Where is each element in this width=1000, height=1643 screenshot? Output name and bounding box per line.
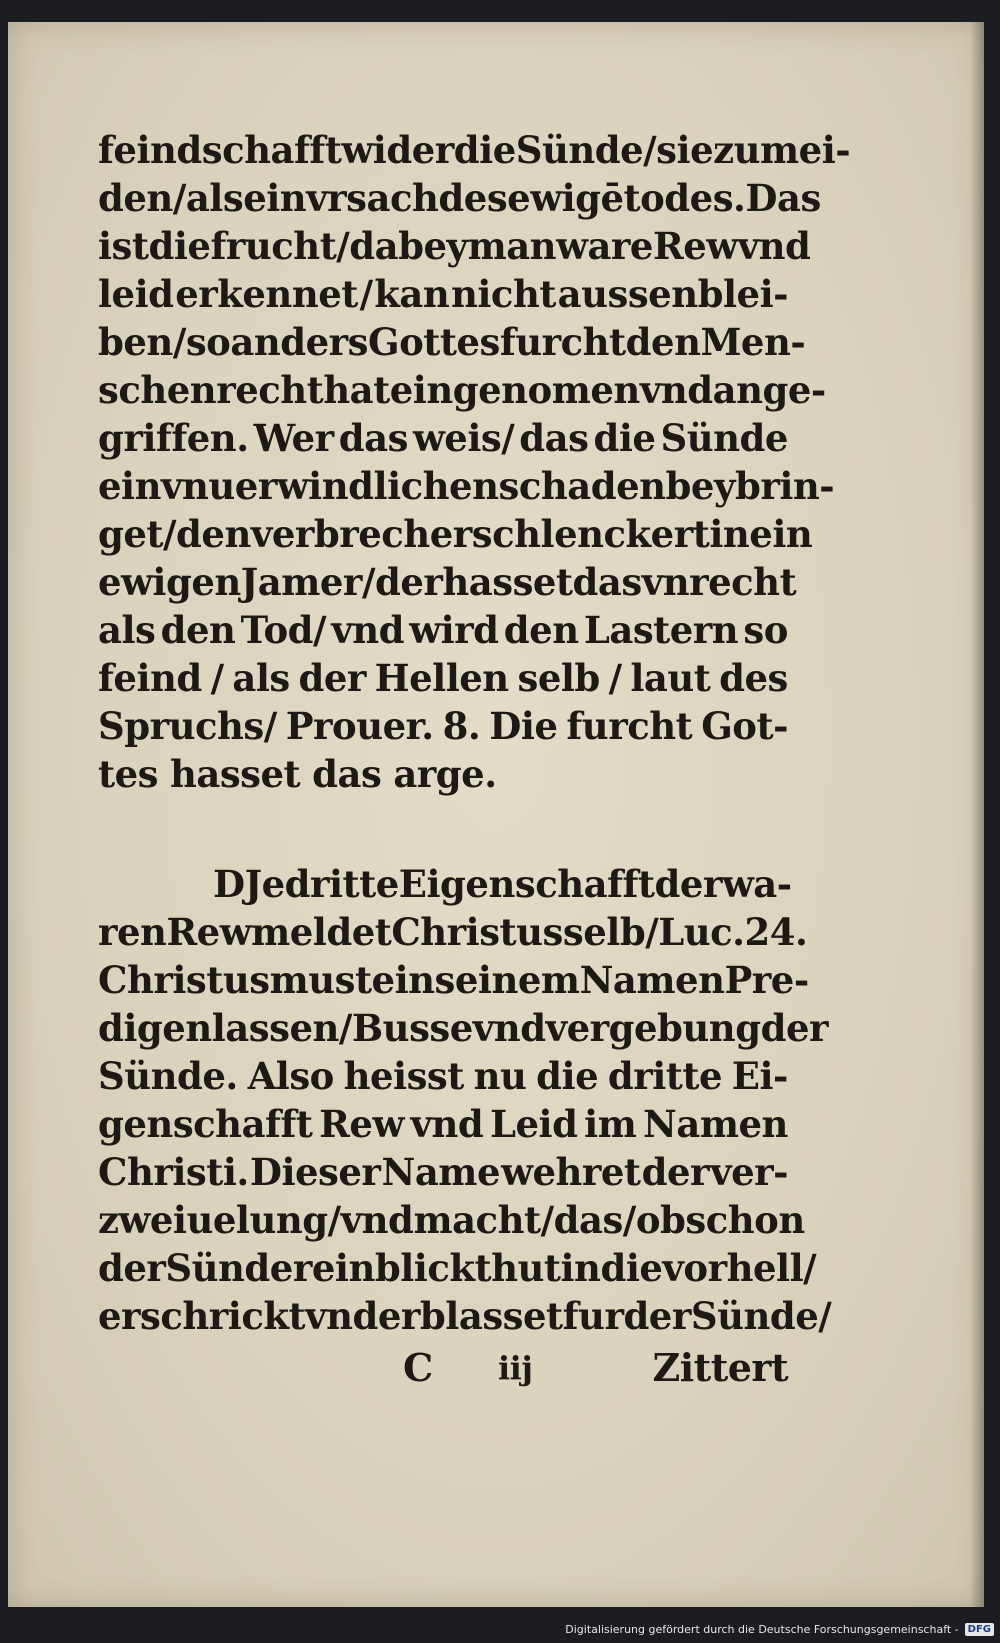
text-word: ben/	[98, 320, 186, 364]
text-word: eingenomen	[389, 368, 640, 412]
text-word: vnuerwindlichen	[161, 464, 499, 508]
text-line	[98, 174, 821, 222]
text-word: feind	[98, 656, 202, 700]
text-word: weis/	[412, 416, 515, 460]
text-word: Spruchs/	[98, 704, 277, 748]
text-word: schon	[685, 1198, 805, 1242]
text-word: wa-	[721, 862, 792, 906]
signature-letter: C	[403, 1345, 433, 1390]
text-word: erschrickt	[98, 1294, 306, 1338]
text-word: blick	[374, 1246, 475, 1290]
text-word: erblasset	[377, 1294, 563, 1338]
text-word: das	[572, 560, 642, 604]
text-word: nicht	[450, 272, 556, 316]
text-word: bey	[665, 464, 735, 508]
text-word: ob	[635, 1198, 686, 1242]
text-word: selb	[562, 910, 646, 954]
dfg-logo: DFG	[965, 1623, 994, 1636]
text-word: Christi.	[98, 1150, 249, 1194]
text-word: ware	[556, 224, 653, 268]
text-word: /	[361, 560, 375, 604]
text-line	[98, 558, 797, 606]
text-word: ren	[98, 910, 167, 954]
text-word: Namen	[643, 1102, 788, 1146]
text-word: vnd	[639, 368, 713, 412]
text-word: laut	[630, 656, 711, 700]
paragraph-continued	[98, 126, 851, 798]
text-line	[98, 222, 811, 270]
text-word: arge.	[393, 752, 497, 796]
text-line	[98, 414, 788, 462]
text-word: den	[625, 320, 701, 364]
text-line	[98, 956, 809, 1004]
text-word: /	[210, 656, 224, 700]
text-word: die	[536, 1054, 599, 1098]
text-word: wehret	[501, 1150, 641, 1194]
text-word: Got-	[701, 704, 788, 748]
catchword: Zittert	[652, 1345, 788, 1390]
text-line	[98, 366, 826, 414]
text-word: Rew	[166, 910, 252, 954]
text-word: meldet	[251, 910, 392, 954]
text-word: wird	[409, 608, 499, 652]
text-word: der	[98, 1246, 166, 1290]
text-line	[98, 860, 792, 908]
signature-number: iij	[498, 1349, 533, 1387]
text-word: fur	[562, 1294, 624, 1338]
text-word: ewigē	[507, 176, 624, 220]
text-word: den	[176, 512, 251, 556]
text-word: Also	[247, 1054, 334, 1098]
text-word: vnd	[410, 1102, 484, 1146]
text-word: im	[584, 1102, 637, 1146]
text-block	[98, 126, 851, 1396]
text-word: vnd	[305, 1294, 378, 1338]
text-line	[98, 1148, 788, 1196]
text-word: so	[743, 608, 788, 652]
text-line	[98, 654, 788, 702]
text-word: Men-	[700, 320, 806, 364]
text-word: in	[709, 512, 750, 556]
text-line	[98, 702, 788, 750]
text-word: /	[163, 512, 177, 556]
text-word: verbrecher	[250, 512, 472, 556]
text-word: der	[641, 1150, 710, 1194]
text-word: den	[160, 608, 236, 652]
text-word: wider	[341, 128, 454, 172]
text-word: Lastern	[583, 608, 739, 652]
credit-text: Digitalisierung gefördert durch die Deutsche Forschungsgemeinschaft -	[565, 1622, 959, 1636]
text-word: Gottes	[367, 320, 500, 364]
text-word: Jamer	[240, 560, 362, 604]
text-word: recht	[216, 368, 324, 412]
text-word: die	[593, 416, 656, 460]
text-word: vnrecht	[641, 560, 797, 604]
text-word: Name	[381, 1150, 500, 1194]
text-word: als	[232, 656, 290, 700]
text-word: 24.	[744, 910, 808, 954]
text-word: Leid	[489, 1102, 578, 1146]
text-word: Die	[489, 704, 558, 748]
text-line	[98, 1052, 788, 1100]
page-edge-shadow	[970, 22, 984, 1607]
text-line	[98, 126, 851, 174]
text-word: Ei-	[731, 1054, 788, 1098]
text-line	[98, 462, 835, 510]
text-word: vnd	[331, 608, 405, 652]
text-line	[98, 1196, 805, 1244]
text-word: vnd	[340, 1198, 414, 1242]
text-word: vergebung	[545, 1006, 761, 1050]
text-word: tes	[98, 752, 158, 796]
text-word: ein	[98, 464, 161, 508]
text-word: muste	[269, 958, 395, 1002]
text-word: /	[327, 1198, 341, 1242]
text-word: hasset	[442, 560, 573, 604]
text-word: feindschafft	[98, 128, 342, 172]
text-line	[98, 318, 806, 366]
text-word: der	[298, 656, 366, 700]
text-word: Hellen	[374, 656, 509, 700]
text-word: digen	[98, 1006, 212, 1050]
text-word: dritte	[607, 1054, 723, 1098]
text-word: schen	[98, 368, 217, 412]
page-footer-line	[98, 1340, 788, 1396]
text-word: dritte	[284, 862, 399, 906]
text-word: frucht/dabey	[210, 224, 468, 268]
text-word: 8.	[442, 704, 481, 748]
text-word: griffen.	[98, 416, 249, 460]
text-word: man	[467, 224, 557, 268]
text-word: Eigenschafft	[398, 862, 655, 906]
text-word: /	[608, 656, 622, 700]
text-word: Sünder	[165, 1246, 312, 1290]
text-line	[98, 750, 788, 798]
text-word: der	[760, 1006, 828, 1050]
text-word: selb	[517, 656, 600, 700]
text-word: /	[359, 272, 373, 316]
text-word: /	[338, 1006, 352, 1050]
digitization-credit	[565, 1617, 994, 1641]
text-line	[98, 510, 813, 558]
text-word: Sünde	[660, 416, 788, 460]
text-word: den	[503, 608, 579, 652]
text-word: ewigen	[98, 560, 241, 604]
text-word: Sünde.	[98, 1054, 238, 1098]
text-word: Luc.	[658, 910, 745, 954]
text-line	[98, 1244, 817, 1292]
text-word: anders	[230, 320, 368, 364]
text-word: die	[453, 128, 516, 172]
text-word: furcht	[499, 320, 626, 364]
book-page	[8, 22, 984, 1607]
text-word: der	[623, 1294, 691, 1338]
text-word: ein	[749, 512, 813, 556]
text-word: Pre-	[724, 958, 809, 1002]
text-word: lassen	[211, 1006, 339, 1050]
text-word: schaden	[498, 464, 666, 508]
text-word: die	[600, 1246, 663, 1290]
text-word: des	[438, 176, 508, 220]
text-word: der	[654, 862, 722, 906]
text-word: vnd	[472, 1006, 546, 1050]
text-word: macht/	[413, 1198, 554, 1242]
text-line	[98, 1100, 788, 1148]
text-word: brin-	[734, 464, 835, 508]
text-word: kan	[374, 272, 450, 316]
text-line	[98, 908, 808, 956]
text-line	[98, 270, 788, 318]
text-word: Rew	[652, 224, 738, 268]
text-word: der	[374, 560, 443, 604]
text-word: nu	[473, 1054, 527, 1098]
text-word: DJe	[213, 862, 285, 906]
text-word: ein	[311, 1246, 375, 1290]
text-word: todes.Das	[623, 176, 821, 220]
paragraph-third-property	[98, 860, 832, 1340]
text-word: vorhell/	[662, 1246, 817, 1290]
text-word: hat	[323, 368, 390, 412]
text-word: aussenblei-	[557, 272, 788, 316]
text-word: furcht	[566, 704, 693, 748]
text-word: Dieser	[249, 1150, 381, 1194]
text-word: thut	[474, 1246, 561, 1290]
text-word: Busse	[351, 1006, 473, 1050]
text-word: Tod/	[240, 608, 327, 652]
text-word: ver-	[710, 1150, 788, 1194]
text-word: leid	[98, 272, 174, 316]
text-word: Wer	[253, 416, 334, 460]
text-line	[98, 606, 788, 654]
text-word: ein	[243, 176, 307, 220]
text-word: das	[338, 416, 408, 460]
text-word: Christus	[98, 958, 270, 1002]
text-word: Sünde/sie	[515, 128, 714, 172]
text-word: /	[645, 910, 659, 954]
text-word: Christus	[391, 910, 563, 954]
text-word: /als	[172, 176, 244, 220]
text-word: das	[519, 416, 589, 460]
text-word: genschafft	[98, 1102, 313, 1146]
text-word: hasset	[169, 752, 301, 796]
text-word: Namen	[579, 958, 725, 1002]
text-word: so	[185, 320, 231, 364]
text-word: zu	[713, 128, 761, 172]
text-word: das	[312, 752, 382, 796]
text-word: ange-	[712, 368, 826, 412]
text-word: heisst	[343, 1054, 464, 1098]
text-word: das/	[553, 1198, 636, 1242]
text-word: die	[148, 224, 211, 268]
text-word: vnd	[737, 224, 811, 268]
text-line	[98, 1004, 828, 1052]
text-word: vrsach	[306, 176, 439, 220]
text-word: Rew	[319, 1102, 404, 1146]
text-line	[98, 1292, 832, 1340]
text-word: mei-	[760, 128, 851, 172]
text-word: den	[98, 176, 173, 220]
text-word: als	[98, 608, 156, 652]
text-word: in	[560, 1246, 601, 1290]
text-word: des	[719, 656, 788, 700]
text-word: Prouer.	[285, 704, 434, 748]
paragraph-gap	[98, 798, 788, 860]
text-word: zweiuelung	[98, 1198, 328, 1242]
text-word: schlenckert	[471, 512, 710, 556]
text-word: Sünde/	[690, 1294, 832, 1338]
text-word: in	[394, 958, 435, 1002]
text-word: erkennet	[175, 272, 358, 316]
text-word: get	[98, 512, 164, 556]
text-word: seinem	[434, 958, 580, 1002]
text-word: ist	[98, 224, 149, 268]
